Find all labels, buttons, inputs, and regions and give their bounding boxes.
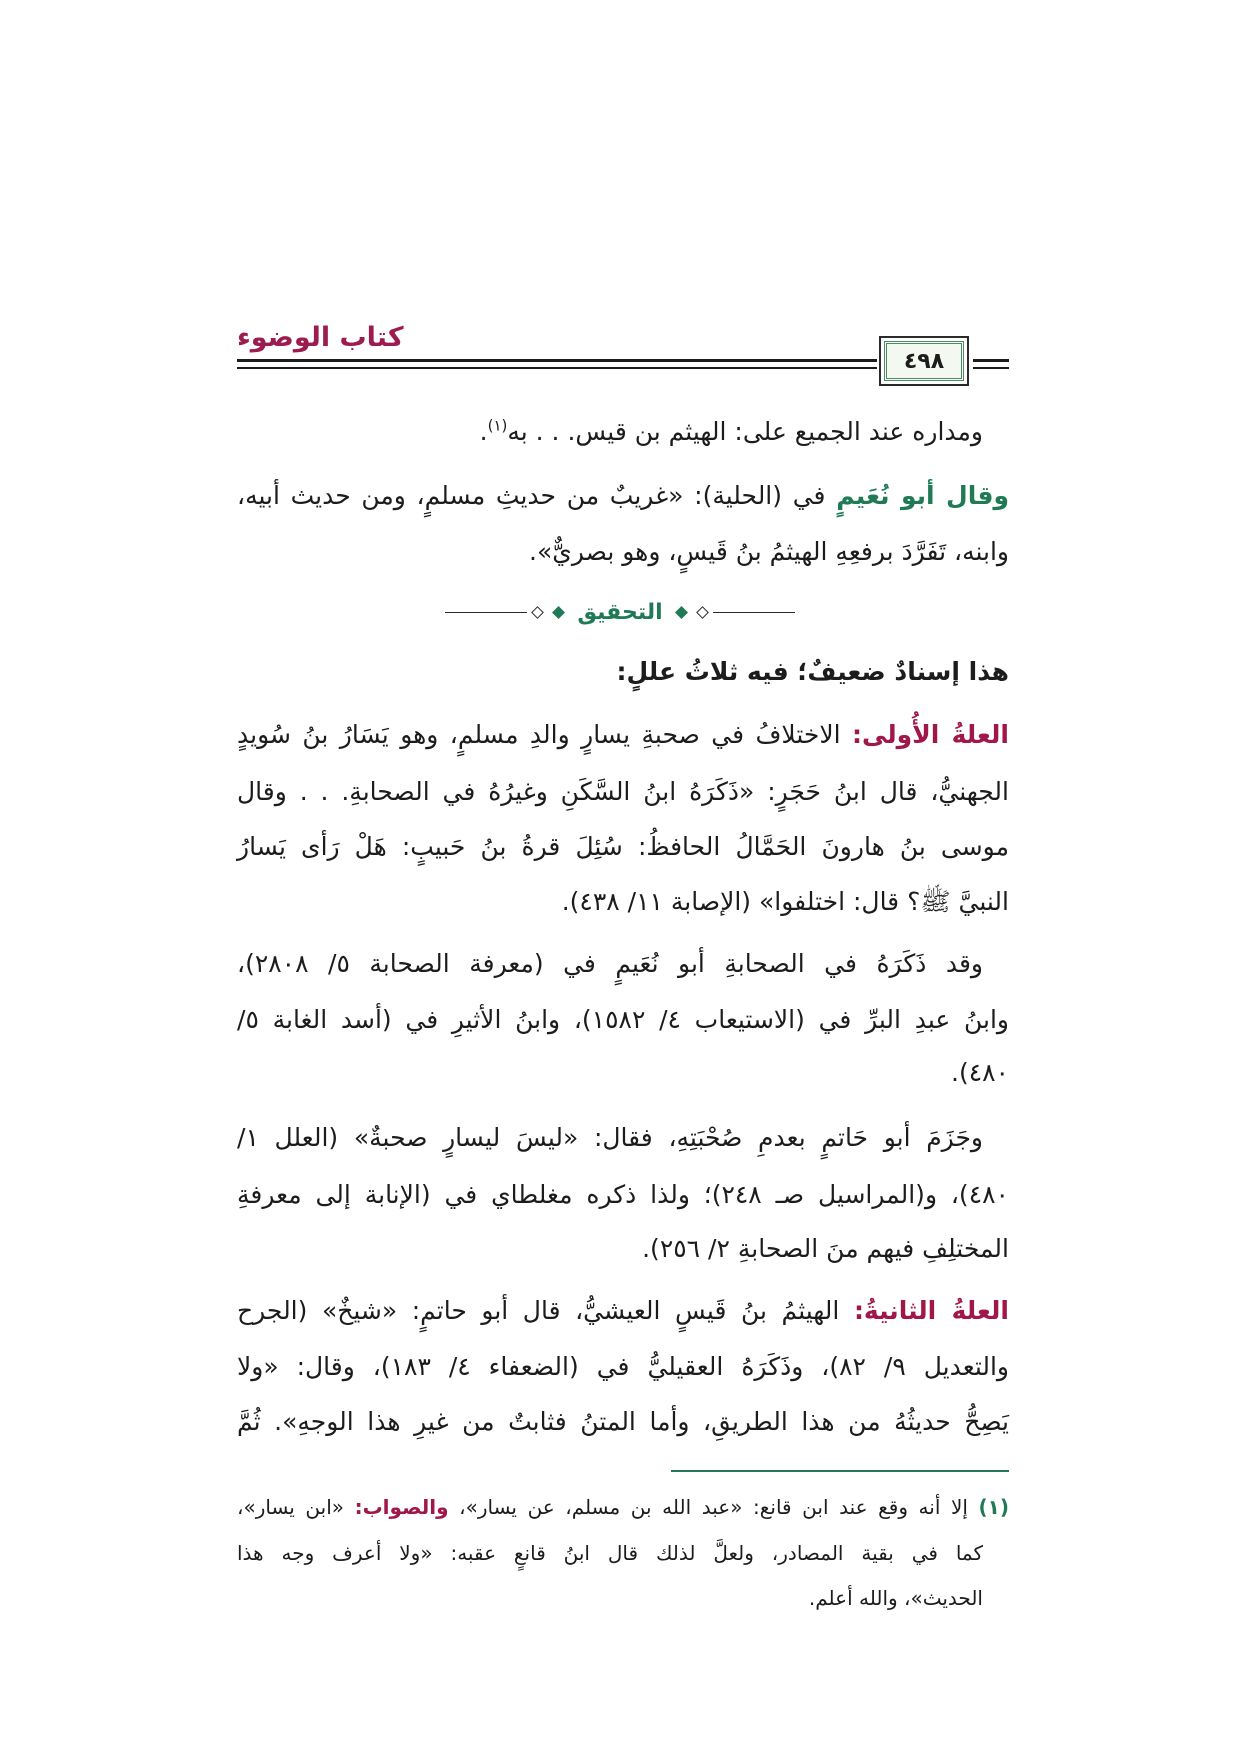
source-note-line bbox=[237, 412, 1009, 452]
divider-ornament-icon bbox=[675, 606, 688, 619]
second-defect-text-1: الهيثمُ بنُ قَيسٍ العيشيُّ، قال أبو حاتمٍ: «شيخٌ» (الجرح bbox=[237, 1296, 854, 1325]
hilya-text-1: في (الحلية): «غريبٌ من حديثِ مسلمٍ، ومن حديث أبيه، bbox=[237, 481, 837, 510]
first-defect-line-1 bbox=[237, 715, 1009, 755]
source-note-text: ومداره عند الجميع على: الهيثم بن قيس. . . به bbox=[507, 417, 983, 446]
abu-hatim-line-1: وجَزَمَ أبو حَاتمٍ بعدمِ صُحْبَتِهِ، فقال: «ليسَ ليسارٍ صحبةٌ» (العلل ١/ bbox=[237, 1123, 983, 1152]
first-defect-lead: العلةُ الأُولى: bbox=[851, 720, 1010, 749]
hilya-lead: وقال أبو نُعَيمٍ bbox=[836, 481, 1010, 510]
footnote-ref-marker: (١) bbox=[487, 416, 508, 435]
hilya-line-1 bbox=[237, 476, 1009, 516]
page-number-box bbox=[879, 336, 969, 386]
footnote-1-text-a: إلا أنه وقع عند ابن قانع: «عبد الله بن مسلم، عن يسار»، bbox=[448, 1495, 979, 1519]
section-divider bbox=[445, 592, 795, 632]
second-defect-line-2: والتعديل ٩/ ٨٢)، وذَكَرَهُ العقيليُّ في (الضعفاء ٤/ ١٨٣)، وقال: «ولا bbox=[237, 1352, 1010, 1381]
footnote-separator bbox=[671, 1470, 1009, 1472]
source-note-end: . bbox=[479, 417, 488, 446]
footnote-1-line-2: كما في بقية المصادر، ولعلَّ لذلك قال ابنُ قانعٍ عقبه: «ولا أعرف وجه هذا bbox=[237, 1541, 983, 1565]
companions-line-1: وقد ذَكَرَهُ في الصحابةِ أبو نُعَيمٍ في (معرفة الصحابة ٥/ ٢٨٠٨)، bbox=[237, 949, 984, 978]
abu-hatim-line-2: ٤٨٠)، و(المراسيل صـ ٢٤٨)؛ ولذا ذكره مغلطاي في (الإنابة إلى معرفةِ bbox=[237, 1180, 1009, 1209]
abu-hatim-line-3: المختلِفِ فيهم منَ الصحابةِ ٢/ ٢٥٦). bbox=[642, 1234, 1009, 1263]
verdict-line: هذا إسنادٌ ضعيفٌ؛ فيه ثلاثُ عللٍ: bbox=[616, 657, 1009, 686]
companions-line-2: وابنُ عبدِ البرِّ في (الاستيعاب ٤/ ١٥٨٢)، وابنُ الأثيرِ في (أسد الغابة ٥/ bbox=[237, 1005, 1010, 1034]
footnote-1-emphasis: والصواب: bbox=[354, 1495, 449, 1519]
second-defect-lead: العلةُ الثانيةُ: bbox=[853, 1296, 1009, 1325]
companions-line-3: ٤٨٠). bbox=[951, 1058, 1009, 1087]
divider-line-left bbox=[445, 612, 527, 613]
second-defect-line-3: يَصِحُّ حديثُهُ من هذا الطريقِ، وأما المتنُ فثابتٌ من غيرِ هذا الوجهِ». ثُمَّ bbox=[237, 1407, 1009, 1436]
running-header-title: كتاب الوضوء bbox=[237, 322, 404, 353]
hilya-line-2: وابنه، تَفَرَّدَ برفعِهِ الهيثمُ بنُ قَيسٍ، وهو بصريٌّ». bbox=[529, 537, 1009, 566]
page-number: ٤٩٨ bbox=[884, 341, 964, 381]
footnote-1-line-1 bbox=[237, 1490, 1009, 1524]
first-defect-line-2: الجهنيُّ، قال ابنُ حَجَرٍ: «ذَكَرَهُ ابنُ السَّكَنِ وغيرُهُ في الصحابةِ. . . وقال bbox=[237, 777, 1009, 806]
footnote-1-text-b: «ابن يسار»، bbox=[237, 1495, 355, 1519]
first-defect-line-3: موسى بنُ هارونَ الحَمَّالُ الحافظُ: سُئِلَ قرةُ بنُ حَبيبٍ: هَلْ رَأى يَسارُ bbox=[237, 832, 1009, 861]
footnote-1-line-3: الحديث»، والله أعلم. bbox=[808, 1586, 983, 1610]
footnote-1-marker: (١) bbox=[978, 1495, 1009, 1519]
divider-ornament-icon bbox=[531, 606, 544, 619]
header-double-rule-right bbox=[973, 359, 1009, 369]
first-defect-text-1: الاختلافُ في صحبةِ يسارٍ والدِ مسلمٍ، وهو يَسَارُ بنُ سُويدٍ bbox=[237, 720, 852, 749]
first-defect-line-4: النبيَّ ﷺ؟ قال: اختلفوا» (الإصابة ١١/ ٤٣٨). bbox=[561, 887, 1009, 916]
divider-ornament-icon bbox=[696, 606, 709, 619]
second-defect-line-1 bbox=[237, 1291, 1009, 1331]
divider-line-right bbox=[713, 612, 795, 613]
divider-ornament-icon bbox=[552, 606, 565, 619]
header-double-rule-left bbox=[237, 359, 877, 369]
section-title: التحقيق bbox=[577, 599, 663, 625]
